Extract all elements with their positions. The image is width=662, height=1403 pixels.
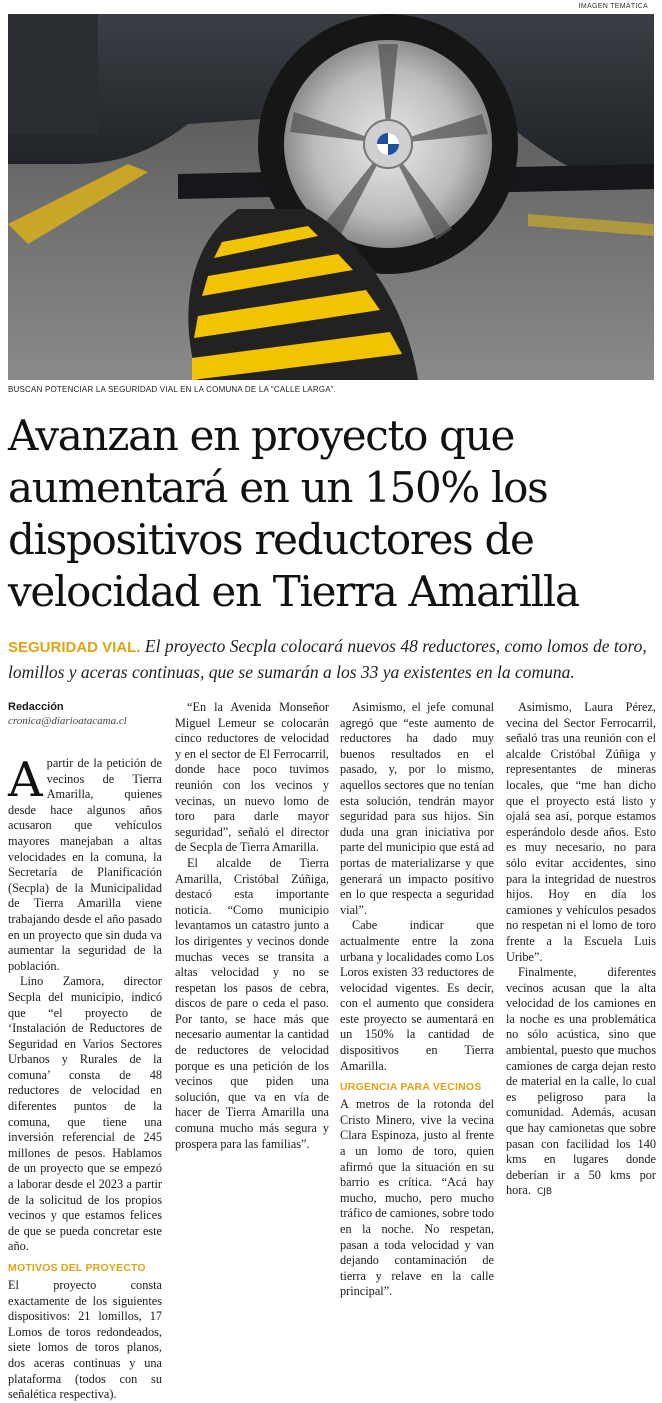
paragraph-3: El proyecto consta exactamente de los siguientes dispositivos: 21 lomillos, 17 Lomos de toros redondeados, siete lomos de toros planos, dos aceras continuas y una plataforma (todos con su señalética respectiva). <box>8 1278 162 1402</box>
article-column-4 <box>506 700 656 1225</box>
paragraph-1 <box>8 752 162 974</box>
drop-cap: A <box>8 752 43 808</box>
paragraph-5: El alcalde de Tierra Amarilla, Cristóbal Zúñiga, destacó esta importante noticia. “Como municipio levantamos un catastro junto a los dirigentes y vecinos donde muchas veces se transita a altas velocidad y no se respetan los pasos de cebra, discos de pare o ceda el paso. Por tanto, se hace más que necesario aumentar la cantidad de reductores de velocidad porque es una petición de los vecinos que piden una solución, que va en vía de hacer de Tierra Amarilla una comuna mucho más segura y prospera para las familias”. <box>175 855 329 1151</box>
paragraph-10 <box>506 965 656 1201</box>
article-column-3 <box>340 700 494 1299</box>
byline-author: Redacción <box>8 701 64 713</box>
paragraph-4: “En la Avenida Monseñor Miguel Lemeur se colocarán cinco reductores de velocidad y en el sector de El Ferrocarril, donde hace poco tuvimos reunión con los vecinos y vecinas, un nuevo lomo de toro para darle mayor seguridad”, señaló el director de Secpla de Tierra Amarilla. <box>175 700 329 855</box>
article-column-2 <box>175 700 329 1225</box>
paragraph-8: A metros de la rotonda del Cristo Minero, vive la vecina Clara Espinoza, justo al frente a un lomo de toro, quien afirmó que la situación en su barrio es crítica. “Acá hay mucho, mucho, pero mucho tráfico de camiones, sobre todo en la noche. No respetan, pasan a toda velocidad y van dejando contaminación de tierra y relave en la calle principal”. <box>340 1097 494 1299</box>
paragraph-7: Cabe indicar que actualmente entre la zona urbana y localidades como Los Loros existen 33 reductores de velocidad vigentes. Es decir, con el aumento que considera este proyecto se aumentará en un 150% la cantidad de dispositivos en Tierra Amarilla. <box>340 918 494 1073</box>
paragraph-1-text: partir de la petición de vecinos de Tierra Amarilla, quienes desde hace algunos años acusaron que vehículos mayores manejaban a altas velocidades en la comuna, la Secretaría de Planificación (Secpla) de la Municipalidad de Tierra Amarilla viene trabajando desde el año pasado en un proyecto que sin duda va aumentar la seguridad de la población. <box>8 756 162 973</box>
article-column-1 <box>8 700 162 1402</box>
lead-text: El proyecto Secpla colocará nuevos 48 reductores, como lomos de toro, lomillos y aceras continuas, que se sumarán a los 33 ya existentes en la comuna. <box>8 636 647 682</box>
article-photo <box>8 14 654 380</box>
subheading-motivos: MOTIVOS DEL PROYECTO <box>8 1262 146 1274</box>
byline-email: cronica@diarioatacama.cl <box>8 715 127 727</box>
paragraph-10-text: Finalmente, diferentes vecinos acusan que la alta velocidad de los camiones en la noche es una problemática no sólo acústica, sino que ambiental, puesto que muchos camiones de carga dejan resto de material en la calle, lo cual es peligroso para la comunidad. Además, acusan que hay camionetas que sobre pasan con facilidad los 140 kms en lugares donde deberían ir a 50 kms por hora. <box>506 965 656 1198</box>
end-mark: CJB <box>536 1187 553 1198</box>
headline: Avanzan en proyecto que aumentará en un 150% los dispositivos reductores de velocidad en Tierra Amarilla <box>8 411 579 616</box>
paragraph-6: Asimismo, el jefe comunal agregó que “este aumento de reductores ha dado muy buenos resultados en el pasado, y, por lo mismo, aquellos sectores que no tenían esta solución, tendrán mayor seguridad para sus hijos. Sin duda una gran iniciativa por parte del municipio que está ad portas de materializarse y que generará un impacto positivo en lo que respecta a seguridad vial”. <box>340 700 494 917</box>
photo-caption: BUSCAN POTENCIAR LA SEGURIDAD VIAL EN LA COMUNA DE LA “CALLE LARGA”. <box>8 385 337 394</box>
subheading-urgencia: URGENCIA PARA VECINOS <box>340 1081 482 1094</box>
paragraph-9: Asimismo, Laura Pérez, vecina del Sector Ferrocarril, señaló tras una reunión con el alcalde Cristóbal Zúñiga y representantes de mineras locales, que “me han dicho que el proyecto está listo y ojalá sea así, porque estamos esperándolo desde años. Esto es muy necesario, no para sólo evitar accidentes, sino para la integridad de nuestros hijos. Hoy en día los camiones y vehículos pesados no respetan ni el lomo de toro frente a la Escuela Luis Uribe”. <box>506 700 656 964</box>
section-kicker: SEGURIDAD VIAL. <box>8 639 141 656</box>
lead-paragraph <box>8 634 656 684</box>
car-speed-bump-illustration <box>8 14 654 380</box>
paragraph-2: Lino Zamora, director Secpla del municipio, indicó que “el proyecto de ‘Instalación de Reductores de Seguridad en Varios Sectores Urbanos y Rurales de la comuna’ consta de 48 reductores de velocidad en diferentes puntos de la comuna, que tiene una inversión referencial de 245 millones de pesos. Hablamos de un proyecto que se empezó a laborar desde el 2023 a partir de la solicitud de los propios vecinos y que estamos felices de que se pueda concretar este año. <box>8 974 162 1254</box>
photo-credit: IMAGEN TEMÁTICA <box>578 3 648 10</box>
